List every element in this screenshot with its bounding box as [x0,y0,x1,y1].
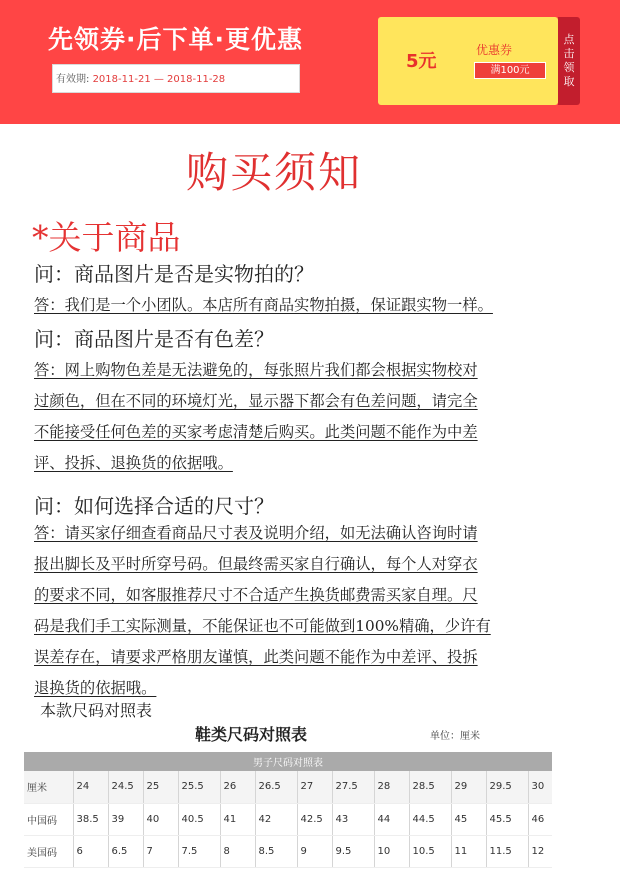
size-cell: 11.5 [486,835,528,867]
size-cell: 28.5 [409,771,451,803]
answer-line: 评、投拆、退换货的依据哦。 [34,454,233,472]
size-cell: 24 [73,771,108,803]
coupon-scalloped-edge [372,20,382,102]
claim-char: 点 [563,33,575,46]
size-cell: 7.5 [178,835,220,867]
answer-line: 退换货的依据哦。 [34,679,157,697]
coupon-card[interactable] [378,17,558,105]
size-cell: 42.5 [297,803,332,835]
size-cell: 26 [220,771,255,803]
size-cell: 40 [143,803,178,835]
faq-answer-photos [34,290,600,321]
size-cell: 44.5 [409,803,451,835]
size-cell: 8 [220,835,255,867]
size-cell: 43 [332,803,374,835]
faq-question-color: 问：商品图片是否有色差？ [34,327,274,351]
size-cell: 46 [528,803,552,835]
coupon-condition-badge: 满100元 [474,62,546,79]
validity-period [52,64,300,93]
size-cell: 45 [451,803,486,835]
size-cell: 10.5 [409,835,451,867]
faq-question-size: 问：如何选择合适的尺寸？ [34,494,274,518]
banner-slogan: 先领券·后下单·更优惠 [48,25,303,54]
size-cell: 44 [374,803,409,835]
size-cell: 6 [73,835,108,867]
size-cell: 42 [255,803,297,835]
size-table-header: 男子尺码对照表 [24,752,552,771]
size-chart-table [24,752,552,868]
faq-question-photos: 问：商品图片是否是实物拍的？ [34,262,314,286]
answer-line: 码是我们手工实际测量，不能保证也不可能做到100%精确，少许有 [34,617,491,635]
coupon-banner [0,0,620,124]
validity-label: 有效期: [56,74,90,85]
size-cell: 27 [297,771,332,803]
answer-line: 答：请买家仔细查看商品尺寸表及说明介绍，如无法确认咨询时请 [34,524,478,542]
answer-line: 报出脚长及平时所穿号码。但最终需买家自行确认，每个人对穿衣 [34,555,478,573]
size-cell: 29 [451,771,486,803]
row-label: 美国码 [24,835,73,867]
row-label: 厘米 [24,771,73,803]
size-cell: 28 [374,771,409,803]
faq-answer-color [34,355,600,479]
size-cell: 38.5 [73,803,108,835]
section-heading: *关于商品 [32,218,181,257]
answer-line: 答：网上购物色差是无法避免的，每张照片我们都会根据实物校对 [34,361,478,379]
size-cell: 40.5 [178,803,220,835]
size-row-china [24,803,552,835]
validity-dates: 2018-11-21 — 2018-11-28 [92,74,226,85]
row-label: 中国码 [24,803,73,835]
faq-answer-size [34,518,600,704]
answer-line: 不能接受任何色差的买家考虑清楚后购买。此类问题不能作为中差 [34,423,478,441]
claim-char: 领 [563,61,575,74]
size-cell: 9 [297,835,332,867]
claim-char: 击 [563,47,575,60]
size-row-us [24,835,552,867]
size-cell: 25 [143,771,178,803]
size-chart-caption: 本款尺码对照表 [40,701,153,720]
answer-line: 答：我们是一个小团队。本店所有商品实物拍摄，保证跟实物一样。 [34,296,493,314]
size-cell: 10 [374,835,409,867]
size-cell: 26.5 [255,771,297,803]
size-cell: 24.5 [108,771,143,803]
answer-line: 过颜色，但在不同的环境灯光，显示器下都会有色差问题，请完全 [34,392,478,410]
size-cell: 25.5 [178,771,220,803]
size-cell: 8.5 [255,835,297,867]
size-cell: 9.5 [332,835,374,867]
size-cell: 29.5 [486,771,528,803]
size-cell: 12 [528,835,552,867]
size-chart-unit: 单位：厘米 [430,731,480,742]
answer-line: 的要求不同，如客服推荐尺寸不合适产生换货邮费需买家自理。尺 [34,586,478,604]
size-cell: 11 [451,835,486,867]
size-cell: 45.5 [486,803,528,835]
size-cell: 39 [108,803,143,835]
coupon-label: 优惠券 [476,43,513,57]
claim-coupon-button[interactable] [558,17,580,105]
size-cell: 41 [220,803,255,835]
size-chart-title: 鞋类尺码对照表 [195,725,308,744]
notice-title: 购买须知 [186,148,363,197]
coupon-amount: 5元 [406,51,437,72]
size-row-cm [24,771,552,803]
size-cell: 27.5 [332,771,374,803]
size-cell: 6.5 [108,835,143,867]
size-cell: 30 [528,771,552,803]
size-cell: 7 [143,835,178,867]
claim-char: 取 [563,75,575,88]
answer-line: 误差存在，请要求严格朋友谨慎，此类问题不能作为中差评、投拆 [34,648,478,666]
